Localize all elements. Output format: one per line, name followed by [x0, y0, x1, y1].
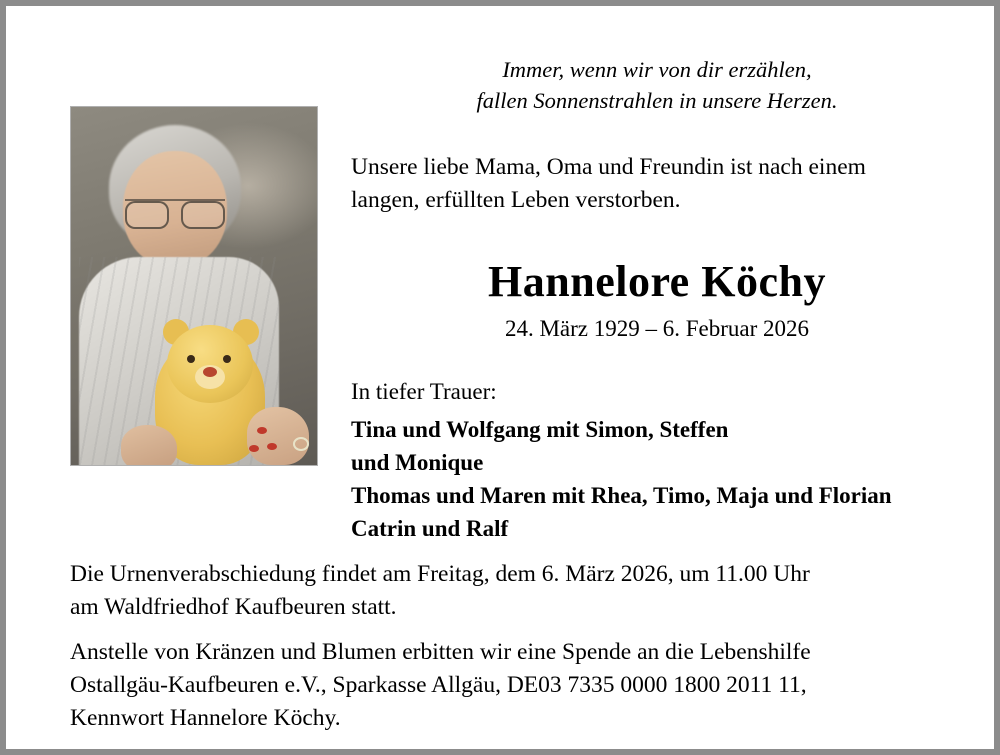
fingernail: [257, 427, 267, 434]
teddy-nose: [203, 367, 217, 377]
fingernail: [249, 445, 259, 452]
mourning-label: In tiefer Trauer:: [351, 379, 497, 404]
portrait-image: [71, 107, 317, 465]
portrait-hand-right: [247, 407, 309, 465]
memorial-verse: [351, 54, 963, 116]
fingernail: [267, 443, 277, 450]
donation-line: Kennwort Hannelore Köchy.: [70, 705, 341, 731]
intro-line: Unsere liebe Mama, Oma und Freundin ist nach einem: [351, 154, 866, 180]
mourner-line: Thomas und Maren mit Rhea, Timo, Maja und Florian: [351, 483, 892, 508]
verse-line: fallen Sonnenstrahlen in unsere Herzen.: [476, 88, 838, 113]
eyeglasses-icon: [125, 199, 225, 227]
intro-text: [351, 151, 951, 217]
ring-icon: [293, 437, 309, 451]
teddy-eye-right: [223, 355, 231, 363]
farewell-line: am Waldfriedhof Kaufbeuren statt.: [70, 594, 397, 620]
donation-line: Ostallgäu-Kaufbeuren e.V., Sparkasse Allgäu, DE03 7335 0000 1800 2011 11,: [70, 672, 807, 698]
portrait-hand-left: [121, 425, 177, 466]
farewell-line: Die Urnenverabschiedung findet am Freitag, dem 6. März 2026, um 11.00 Uhr: [70, 561, 810, 587]
mourner-line: Catrin und Ralf: [351, 516, 509, 541]
mourner-line: Tina und Wolfgang mit Simon, Steffen: [351, 417, 729, 442]
teddy-bear-head: [167, 325, 253, 403]
deceased-name: Hannelore Köchy: [488, 257, 826, 306]
verse-line: Immer, wenn wir von dir erzählen,: [502, 57, 812, 82]
teddy-eye-left: [187, 355, 195, 363]
farewell-details: [70, 558, 950, 624]
mourners-list: [351, 413, 971, 545]
portrait-photo: [70, 106, 318, 466]
life-dates: 24. März 1929 – 6. Februar 2026: [504, 316, 810, 341]
intro-line: langen, erfüllten Leben verstorben.: [351, 187, 681, 213]
notice-inner: [6, 6, 994, 749]
donation-details: [70, 636, 960, 735]
mourner-line: und Monique: [351, 450, 484, 475]
donation-line: Anstelle von Kränzen und Blumen erbitten wir eine Spende an die Lebenshilfe: [70, 639, 811, 665]
